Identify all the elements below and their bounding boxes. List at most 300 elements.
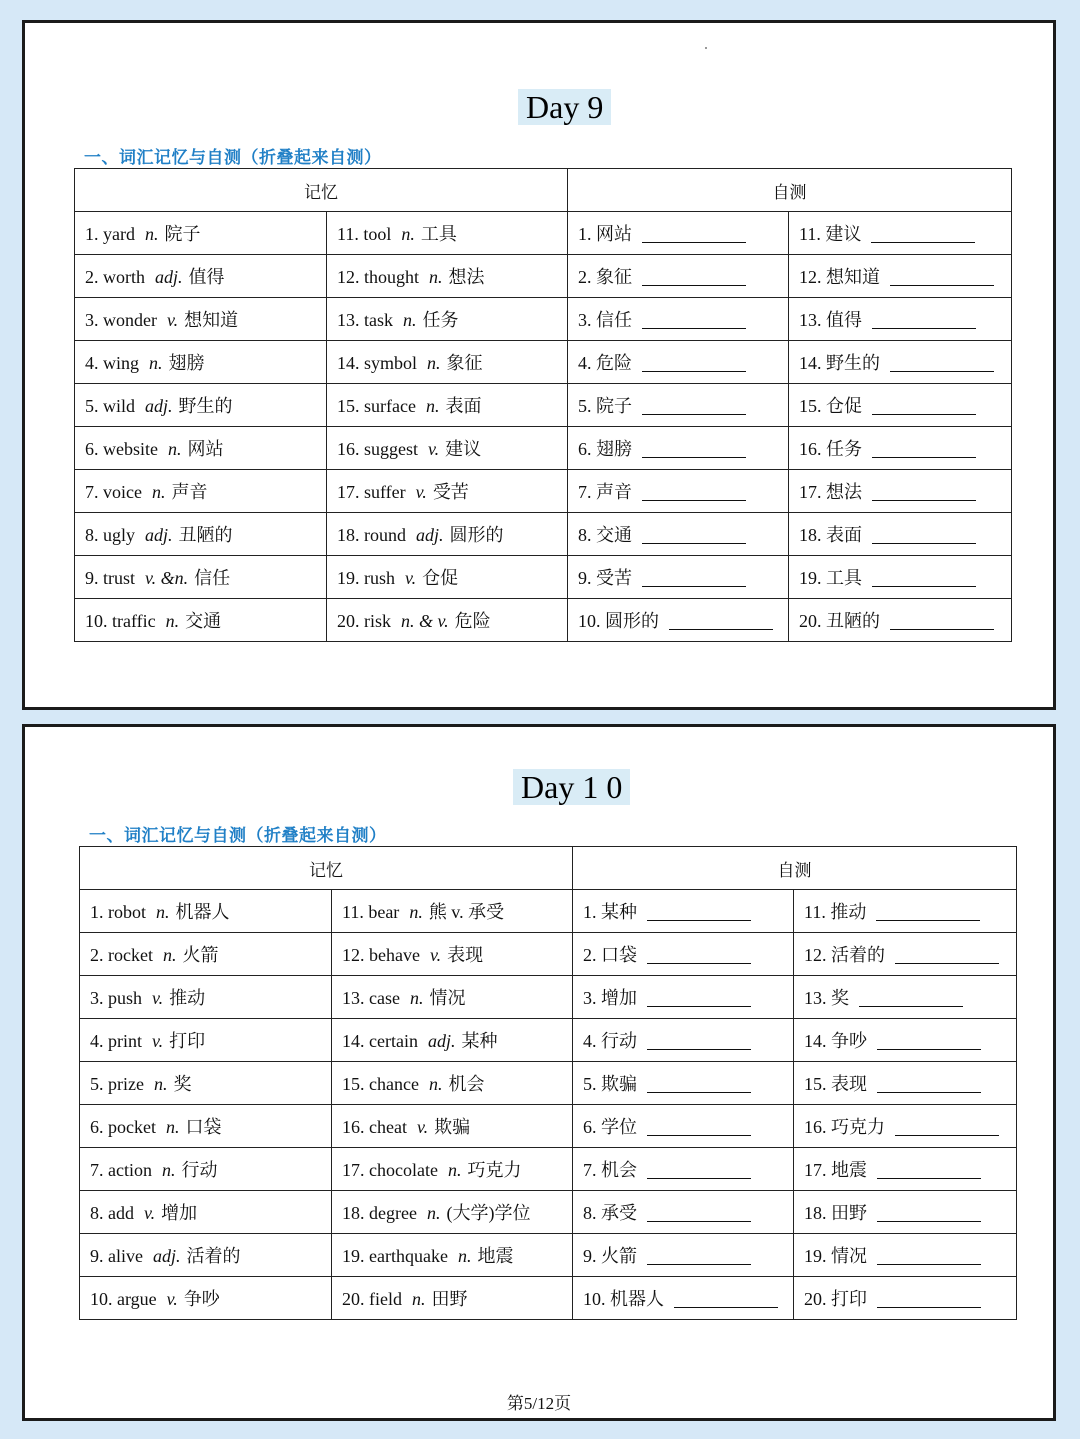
vocab-word: 18. degree xyxy=(342,1203,417,1223)
vocab-word: 6. pocket xyxy=(90,1117,156,1137)
answer-blank[interactable] xyxy=(642,439,746,458)
memory-cell xyxy=(327,470,568,513)
vocab-meaning: 熊 v. 承受 xyxy=(428,902,505,922)
self-test-cell xyxy=(794,1148,1017,1191)
vocab-meaning: 地震 xyxy=(477,1246,514,1266)
self-test-prompt: 12. 想知道 xyxy=(799,267,880,287)
self-test-prompt: 4. 行动 xyxy=(583,1031,637,1051)
answer-blank[interactable] xyxy=(647,945,751,964)
vocab-meaning: 翅膀 xyxy=(168,353,205,373)
self-test-cell xyxy=(573,933,794,976)
memory-cell xyxy=(75,599,327,642)
self-test-cell xyxy=(568,341,789,384)
memory-cell xyxy=(80,1062,332,1105)
vocab-word: 3. wonder xyxy=(85,310,157,330)
vocab-meaning: 活着的 xyxy=(186,1246,241,1266)
part-of-speech: v. xyxy=(166,310,179,330)
vocab-meaning: 某种 xyxy=(461,1031,498,1051)
answer-blank[interactable] xyxy=(872,439,976,458)
self-test-prompt: 10. 圆形的 xyxy=(578,611,659,631)
table-row xyxy=(80,890,1017,933)
vocab-meaning: 奖 xyxy=(173,1074,192,1094)
answer-blank[interactable] xyxy=(647,1246,751,1265)
memory-cell xyxy=(332,1234,573,1277)
table-row xyxy=(80,1019,1017,1062)
answer-blank[interactable] xyxy=(642,396,746,415)
vocab-word: 5. wild xyxy=(85,396,136,416)
part-of-speech: n. xyxy=(165,611,180,631)
self-test-prompt: 8. 承受 xyxy=(583,1203,637,1223)
vocab-word: 15. surface xyxy=(337,396,416,416)
part-of-speech: n. xyxy=(425,396,440,416)
part-of-speech: n. xyxy=(151,482,166,502)
part-of-speech: v. xyxy=(415,482,427,502)
self-test-prompt: 6. 学位 xyxy=(583,1117,637,1137)
memory-cell xyxy=(327,513,568,556)
vocab-word: 19. rush xyxy=(337,568,395,588)
memory-cell xyxy=(332,1191,573,1234)
self-test-cell xyxy=(573,1019,794,1062)
table-row xyxy=(75,298,1012,341)
vocab-meaning: 想法 xyxy=(448,267,485,287)
memory-cell xyxy=(327,599,568,642)
vocab-meaning: 机会 xyxy=(448,1074,485,1094)
vocab-meaning: 声音 xyxy=(171,482,208,502)
vocab-meaning: 情况 xyxy=(429,988,466,1008)
memory-cell xyxy=(75,298,327,341)
self-test-prompt: 2. 象征 xyxy=(578,267,632,287)
table-row xyxy=(75,212,1012,255)
part-of-speech: n. xyxy=(412,1289,426,1309)
part-of-speech: n. xyxy=(401,224,415,244)
memory-cell xyxy=(75,513,327,556)
part-of-speech: n. xyxy=(153,1074,168,1094)
vocab-word: 2. worth xyxy=(85,267,145,287)
vocab-word: 7. voice xyxy=(85,482,142,502)
vocab-word: 16. suggest xyxy=(337,439,418,459)
self-test-prompt: 17. 地震 xyxy=(804,1160,867,1180)
self-test-cell xyxy=(568,556,789,599)
self-test-cell xyxy=(568,513,789,556)
self-test-prompt: 8. 交通 xyxy=(578,525,632,545)
answer-blank[interactable] xyxy=(872,482,976,501)
vocab-word: 9. trust xyxy=(85,568,136,588)
vocab-meaning: 口袋 xyxy=(185,1117,222,1137)
answer-blank[interactable] xyxy=(872,525,976,544)
part-of-speech: n. xyxy=(161,1160,176,1180)
answer-blank[interactable] xyxy=(872,310,976,329)
memory-cell xyxy=(75,556,327,599)
vocab-word: 10. argue xyxy=(90,1289,157,1309)
self-test-prompt: 7. 机会 xyxy=(583,1160,637,1180)
self-test-cell xyxy=(794,1234,1017,1277)
vocab-word: 20. field xyxy=(342,1289,402,1309)
part-of-speech: n. xyxy=(149,353,163,373)
vocab-meaning: 表面 xyxy=(445,396,482,416)
vocab-meaning: 欺骗 xyxy=(434,1117,471,1137)
answer-blank[interactable] xyxy=(642,310,746,329)
memory-cell xyxy=(80,1234,332,1277)
vocab-meaning: 打印 xyxy=(169,1031,206,1051)
self-test-cell xyxy=(568,212,789,255)
part-of-speech: n. xyxy=(403,310,417,330)
self-test-cell xyxy=(573,1062,794,1105)
memory-cell xyxy=(327,384,568,427)
answer-blank[interactable] xyxy=(890,353,994,372)
vocab-word: 18. round xyxy=(337,525,406,545)
self-test-cell xyxy=(568,384,789,427)
memory-cell xyxy=(80,1019,332,1062)
memory-cell xyxy=(80,1148,332,1191)
vocab-word: 8. add xyxy=(90,1203,134,1223)
table-row xyxy=(80,1234,1017,1277)
vocab-word: 8. ugly xyxy=(85,525,136,545)
vocab-meaning: 值得 xyxy=(188,267,225,287)
vocab-word: 15. chance xyxy=(342,1074,419,1094)
memory-cell xyxy=(80,976,332,1019)
self-test-prompt: 7. 声音 xyxy=(578,482,632,502)
vocab-meaning: (大学)学位 xyxy=(446,1203,531,1223)
vocab-word: 17. suffer xyxy=(337,482,406,502)
worksheet-page-day9 xyxy=(22,20,1056,710)
self-test-prompt: 9. 火箭 xyxy=(583,1246,637,1266)
memory-header: 记忆 xyxy=(80,847,573,890)
self-test-cell xyxy=(573,1191,794,1234)
self-test-cell xyxy=(573,1105,794,1148)
vocab-word: 12. behave xyxy=(342,945,420,965)
memory-cell xyxy=(80,933,332,976)
test-header: 自测 xyxy=(568,169,1012,212)
day-title: Day 9 xyxy=(518,89,611,125)
answer-blank[interactable] xyxy=(872,396,976,415)
memory-cell xyxy=(332,890,573,933)
answer-blank[interactable] xyxy=(877,1160,981,1179)
vocab-meaning: 交通 xyxy=(185,611,222,631)
test-header: 自测 xyxy=(573,847,1017,890)
answer-blank[interactable] xyxy=(872,568,976,587)
table-row xyxy=(75,384,1012,427)
vocab-meaning: 建议 xyxy=(445,439,482,459)
memory-cell xyxy=(327,556,568,599)
table-row xyxy=(75,513,1012,556)
self-test-cell xyxy=(789,599,1012,642)
answer-blank[interactable] xyxy=(647,902,751,921)
vocab-word: 13. case xyxy=(342,988,400,1008)
vocab-word: 5. prize xyxy=(90,1074,144,1094)
part-of-speech: v. xyxy=(416,1117,429,1137)
vocab-meaning: 火箭 xyxy=(182,945,219,965)
vocab-word: 17. chocolate xyxy=(342,1160,438,1180)
section-title: 一、词汇记忆与自测（折叠起来自测） xyxy=(89,826,387,846)
self-test-cell xyxy=(568,298,789,341)
vocab-word: 16. cheat xyxy=(342,1117,407,1137)
memory-cell xyxy=(332,1105,573,1148)
self-test-cell xyxy=(568,599,789,642)
self-test-cell xyxy=(789,556,1012,599)
vocab-word: 14. symbol xyxy=(337,353,418,373)
part-of-speech: n. xyxy=(165,1117,180,1137)
self-test-cell xyxy=(568,470,789,513)
self-test-prompt: 5. 院子 xyxy=(578,396,632,416)
table-row xyxy=(75,255,1012,298)
self-test-prompt: 19. 工具 xyxy=(799,568,862,588)
memory-cell xyxy=(332,1019,573,1062)
self-test-prompt: 14. 争吵 xyxy=(804,1031,867,1051)
answer-blank[interactable] xyxy=(877,1074,981,1093)
answer-blank[interactable] xyxy=(647,1203,751,1222)
self-test-cell xyxy=(794,1062,1017,1105)
vocab-word: 6. website xyxy=(85,439,158,459)
self-test-cell xyxy=(573,1148,794,1191)
vocab-meaning: 巧克力 xyxy=(467,1160,522,1180)
vocab-meaning: 推动 xyxy=(169,988,206,1008)
part-of-speech: adj. xyxy=(145,396,173,416)
self-test-prompt: 14. 野生的 xyxy=(799,353,880,373)
memory-cell xyxy=(80,1105,332,1148)
part-of-speech: n. xyxy=(409,988,424,1008)
memory-header: 记忆 xyxy=(75,169,568,212)
answer-blank[interactable] xyxy=(647,988,751,1007)
self-test-cell xyxy=(573,890,794,933)
part-of-speech: v. xyxy=(152,988,164,1008)
answer-blank[interactable] xyxy=(895,1117,999,1136)
answer-blank[interactable] xyxy=(890,267,994,286)
part-of-speech: n. xyxy=(447,1160,462,1180)
part-of-speech: adj. xyxy=(152,1246,181,1266)
table-row xyxy=(80,976,1017,1019)
answer-blank[interactable] xyxy=(877,1203,981,1222)
part-of-speech: v. xyxy=(144,1203,156,1223)
self-test-cell xyxy=(789,427,1012,470)
memory-cell xyxy=(80,1277,332,1320)
memory-cell xyxy=(75,255,327,298)
self-test-cell xyxy=(568,255,789,298)
self-test-cell xyxy=(794,976,1017,1019)
table-row xyxy=(75,341,1012,384)
vocab-word: 9. alive xyxy=(90,1246,143,1266)
part-of-speech: adj. xyxy=(427,1031,456,1051)
self-test-cell xyxy=(789,513,1012,556)
part-of-speech: adj. xyxy=(145,525,173,545)
memory-cell xyxy=(75,427,327,470)
vocab-meaning: 野生的 xyxy=(178,396,233,416)
vocab-meaning: 想知道 xyxy=(184,310,239,330)
part-of-speech: v. xyxy=(428,439,440,459)
part-of-speech: n. xyxy=(427,353,441,373)
table-row xyxy=(80,933,1017,976)
vocab-meaning: 增加 xyxy=(161,1203,198,1223)
vocab-meaning: 任务 xyxy=(422,310,459,330)
vocab-word: 10. traffic xyxy=(85,611,156,631)
table-row xyxy=(75,427,1012,470)
self-test-cell xyxy=(794,890,1017,933)
part-of-speech: v. xyxy=(429,945,442,965)
vocab-meaning: 仓促 xyxy=(422,568,459,588)
answer-blank[interactable] xyxy=(647,1117,751,1136)
vocab-table xyxy=(79,846,1017,1320)
vocab-meaning: 象征 xyxy=(446,353,483,373)
self-test-cell xyxy=(789,212,1012,255)
part-of-speech: v. xyxy=(152,1031,164,1051)
part-of-speech: n. xyxy=(457,1246,472,1266)
vocab-word: 20. risk xyxy=(337,611,391,631)
vocab-word: 12. thought xyxy=(337,267,420,287)
answer-blank[interactable] xyxy=(669,611,773,630)
vocab-table xyxy=(74,168,1012,642)
part-of-speech: n. & v. xyxy=(401,611,449,631)
part-of-speech: adj. xyxy=(155,267,183,287)
self-test-cell xyxy=(573,1277,794,1320)
table-row xyxy=(80,1062,1017,1105)
vocab-word: 11. bear xyxy=(342,902,400,922)
vocab-meaning: 争吵 xyxy=(183,1289,220,1309)
memory-cell xyxy=(332,1277,573,1320)
memory-cell xyxy=(80,890,332,933)
answer-blank[interactable] xyxy=(642,224,746,243)
answer-blank[interactable] xyxy=(647,1031,751,1050)
table-row xyxy=(75,470,1012,513)
self-test-prompt: 4. 危险 xyxy=(578,353,632,373)
self-test-prompt: 17. 想法 xyxy=(799,482,862,502)
vocab-word: 2. rocket xyxy=(90,945,153,965)
memory-cell xyxy=(75,384,327,427)
memory-cell xyxy=(332,933,573,976)
memory-cell xyxy=(75,341,327,384)
vocab-meaning: 院子 xyxy=(164,224,201,244)
self-test-cell xyxy=(573,976,794,1019)
self-test-cell xyxy=(794,1105,1017,1148)
vocab-word: 4. print xyxy=(90,1031,142,1051)
part-of-speech: n. xyxy=(428,1074,443,1094)
self-test-prompt: 13. 奖 xyxy=(804,988,849,1008)
self-test-prompt: 9. 受苦 xyxy=(578,568,632,588)
part-of-speech: v. xyxy=(405,568,417,588)
answer-blank[interactable] xyxy=(642,353,746,372)
part-of-speech: n. xyxy=(426,1203,441,1223)
self-test-prompt: 12. 活着的 xyxy=(804,945,885,965)
vocab-meaning: 行动 xyxy=(181,1160,218,1180)
self-test-cell xyxy=(573,1234,794,1277)
self-test-cell xyxy=(794,1019,1017,1062)
part-of-speech: n. xyxy=(409,902,423,922)
vocab-meaning: 网站 xyxy=(187,439,224,459)
self-test-prompt: 10. 机器人 xyxy=(583,1289,664,1309)
self-test-prompt: 16. 巧克力 xyxy=(804,1117,885,1137)
part-of-speech: v. &n. xyxy=(145,568,189,588)
section-title: 一、词汇记忆与自测（折叠起来自测） xyxy=(84,148,382,168)
self-test-prompt: 1. 某种 xyxy=(583,902,637,922)
memory-cell xyxy=(332,1148,573,1191)
answer-blank[interactable] xyxy=(895,945,999,964)
memory-cell xyxy=(327,212,568,255)
self-test-prompt: 6. 翅膀 xyxy=(578,439,632,459)
table-row xyxy=(80,1277,1017,1320)
self-test-prompt: 13. 值得 xyxy=(799,310,862,330)
memory-cell xyxy=(327,298,568,341)
vocab-word: 7. action xyxy=(90,1160,152,1180)
self-test-cell xyxy=(794,1191,1017,1234)
part-of-speech: n. xyxy=(144,224,159,244)
vocab-meaning: 表现 xyxy=(447,945,484,965)
vocab-word: 14. certain xyxy=(342,1031,418,1051)
answer-blank[interactable] xyxy=(871,224,975,243)
answer-blank[interactable] xyxy=(674,1289,778,1308)
vocab-meaning: 工具 xyxy=(420,224,457,244)
table-row xyxy=(75,556,1012,599)
self-test-prompt: 19. 情况 xyxy=(804,1246,867,1266)
vocab-meaning: 受苦 xyxy=(432,482,469,502)
self-test-cell xyxy=(789,341,1012,384)
memory-cell xyxy=(80,1191,332,1234)
answer-blank[interactable] xyxy=(642,482,746,501)
vocab-word: 4. wing xyxy=(85,353,139,373)
part-of-speech: n. xyxy=(156,902,170,922)
self-test-cell xyxy=(794,1277,1017,1320)
self-test-cell xyxy=(789,298,1012,341)
self-test-prompt: 20. 打印 xyxy=(804,1289,867,1309)
answer-blank[interactable] xyxy=(647,1074,751,1093)
self-test-prompt: 2. 口袋 xyxy=(583,945,637,965)
memory-cell xyxy=(327,255,568,298)
day-title: Day 1 0 xyxy=(513,769,630,805)
memory-cell xyxy=(327,427,568,470)
vocab-meaning: 丑陋的 xyxy=(178,525,233,545)
answer-blank[interactable] xyxy=(877,1289,981,1308)
answer-blank[interactable] xyxy=(642,267,746,286)
part-of-speech: n. xyxy=(162,945,177,965)
self-test-prompt: 5. 欺骗 xyxy=(583,1074,637,1094)
answer-blank[interactable] xyxy=(890,611,994,630)
part-of-speech: n. xyxy=(167,439,182,459)
answer-blank[interactable] xyxy=(877,1246,981,1265)
table-row xyxy=(80,1191,1017,1234)
memory-cell xyxy=(332,1062,573,1105)
answer-blank[interactable] xyxy=(642,568,746,587)
self-test-cell xyxy=(789,384,1012,427)
page-number: 第5/12页 xyxy=(506,1394,572,1413)
worksheet-page-day10 xyxy=(22,724,1056,1421)
self-test-cell xyxy=(789,470,1012,513)
self-test-cell xyxy=(794,933,1017,976)
memory-cell xyxy=(75,212,327,255)
vocab-meaning: 机器人 xyxy=(175,902,230,922)
vocab-meaning: 危险 xyxy=(454,611,491,631)
answer-blank[interactable] xyxy=(876,902,980,921)
self-test-prompt: 1. 网站 xyxy=(578,224,632,244)
vocab-meaning: 圆形的 xyxy=(449,525,504,545)
table-row xyxy=(80,1148,1017,1191)
self-test-prompt: 16. 任务 xyxy=(799,439,862,459)
answer-blank[interactable] xyxy=(877,1031,981,1050)
vocab-meaning: 信任 xyxy=(194,568,231,588)
vocab-word: 11. tool xyxy=(337,224,392,244)
self-test-prompt: 18. 表面 xyxy=(799,525,862,545)
part-of-speech: adj. xyxy=(416,525,444,545)
vocab-word: 19. earthquake xyxy=(342,1246,448,1266)
self-test-prompt: 15. 表现 xyxy=(804,1074,867,1094)
answer-blank[interactable] xyxy=(642,525,746,544)
speck-mark xyxy=(705,47,707,49)
vocab-word: 1. yard xyxy=(85,224,135,244)
self-test-cell xyxy=(789,255,1012,298)
memory-cell xyxy=(75,470,327,513)
vocab-word: 3. push xyxy=(90,988,143,1008)
vocab-word: 13. task xyxy=(337,310,393,330)
answer-blank[interactable] xyxy=(859,988,963,1007)
self-test-prompt: 18. 田野 xyxy=(804,1203,867,1223)
vocab-word: 1. robot xyxy=(90,902,146,922)
answer-blank[interactable] xyxy=(647,1160,751,1179)
